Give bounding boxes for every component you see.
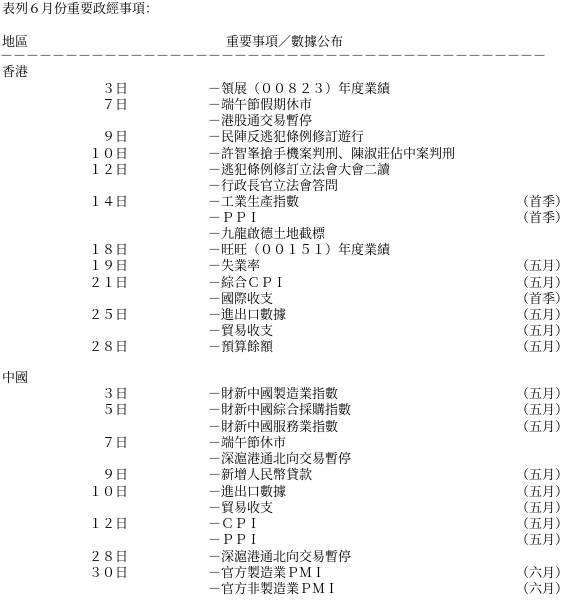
- event-description: －進出口數據: [208, 307, 287, 323]
- event-period: （五月）: [515, 500, 568, 516]
- event-description: －端午節假期休市: [208, 98, 313, 114]
- event-period: （五月）: [515, 387, 568, 402]
- header-divider: －－－－－－－－－－－－－－－－－－－－－－－－－－－－－－－－－－－－－－－－－－: [0, 51, 547, 63]
- event-day: ３日: [101, 387, 128, 402]
- event-day: １２日: [88, 517, 128, 532]
- event-day: １２日: [88, 162, 128, 178]
- event-day: ３０日: [88, 565, 128, 581]
- region-china: 中國: [2, 371, 29, 386]
- event-day: ９日: [101, 468, 128, 484]
- event-day: ２８日: [88, 549, 128, 565]
- event-day: [80, 179, 128, 195]
- event-description: －深滬港通北向交易暫停: [208, 549, 352, 565]
- event-day: [80, 501, 128, 517]
- event-description: －端午節休市: [208, 435, 287, 451]
- event-description: －工業生產指數: [208, 194, 300, 210]
- event-description: －深滬港通北向交易暫停: [208, 452, 352, 467]
- event-description: －財新中國製造業指數: [208, 387, 339, 402]
- event-period: （首季）: [515, 194, 568, 210]
- event-description: －領展（００８２３）年度業績: [208, 82, 391, 97]
- event-period: （六月）: [515, 582, 568, 597]
- event-description: －財新中國服務業指數: [208, 419, 339, 435]
- event-day: [80, 533, 128, 549]
- event-day: ９日: [101, 130, 128, 146]
- event-day: ２１日: [88, 275, 128, 291]
- event-description: －財新中國綜合採購指數: [208, 403, 352, 419]
- event-description: －ＰＰＩ: [208, 533, 261, 549]
- event-description: －民陣反逃犯條例修訂遊行: [208, 130, 365, 146]
- event-description: －逃犯條例修訂立法會大會二讀: [208, 162, 391, 178]
- event-day: [80, 227, 128, 243]
- event-day: １０日: [88, 484, 128, 500]
- event-description: －失業率: [208, 259, 261, 275]
- document-caption: 表列６月份重要政經事項：: [2, 2, 159, 17]
- event-day: ３日: [101, 82, 128, 97]
- event-period: （五月）: [515, 484, 568, 500]
- event-description: －九龍啟德土地截標: [208, 227, 326, 243]
- event-day: [80, 114, 128, 130]
- event-description: －港股通交易暫停: [208, 114, 313, 130]
- event-description: －ＰＰＩ: [208, 211, 261, 226]
- event-day: １４日: [88, 194, 128, 210]
- event-description: －國際收支: [208, 291, 274, 307]
- event-period: （六月）: [515, 565, 568, 581]
- header-events: 重要事項／數據公布: [226, 35, 344, 50]
- event-day: １０日: [88, 146, 128, 162]
- event-day: [80, 420, 128, 436]
- event-day: １８日: [88, 243, 128, 259]
- header-region: 地區: [2, 35, 29, 50]
- event-period: （五月）: [515, 419, 568, 435]
- event-day: ５日: [101, 403, 128, 419]
- event-day: [80, 211, 128, 227]
- event-day: [80, 324, 128, 340]
- event-period: （五月）: [515, 307, 568, 323]
- event-day: ２５日: [88, 307, 128, 323]
- event-day: [80, 292, 128, 308]
- event-description: －許智峯搶手機案判刑、陳淑莊佔中案判刑: [208, 146, 456, 162]
- event-day: [80, 452, 128, 468]
- event-period: （五月）: [515, 259, 568, 275]
- event-description: －貿易收支: [208, 323, 274, 339]
- event-description: －綜合ＣＰＩ: [208, 275, 287, 291]
- event-day: [80, 582, 128, 598]
- event-description: －行政長官立法會答問: [208, 178, 339, 194]
- event-period: （五月）: [515, 275, 568, 291]
- event-description: －官方製造業ＰＭＩ: [208, 565, 326, 581]
- event-day: ７日: [101, 435, 128, 451]
- event-description: －進出口數據: [208, 484, 287, 500]
- event-description: －貿易收支: [208, 500, 274, 516]
- event-period: （五月）: [515, 533, 568, 549]
- event-period: （五月）: [515, 323, 568, 339]
- event-description: －預算餘額: [208, 340, 274, 355]
- event-description: －官方非製造業ＰＭＩ: [208, 582, 339, 597]
- event-period: （五月）: [515, 403, 568, 419]
- event-period: （五月）: [515, 340, 568, 355]
- event-day: ７日: [101, 98, 128, 114]
- event-description: －ＣＰＩ: [208, 517, 261, 532]
- event-period: （五月）: [515, 468, 568, 484]
- event-day: ２８日: [88, 340, 128, 355]
- event-day: １９日: [88, 259, 128, 275]
- event-period: （五月）: [515, 517, 568, 532]
- event-description: －新增人民幣貸款: [208, 468, 313, 484]
- region-hong-kong: 香港: [2, 65, 29, 80]
- event-period: （首季）: [515, 211, 568, 226]
- event-period: （首季）: [515, 291, 568, 307]
- event-description: －旺旺（００１５１）年度業績: [208, 243, 391, 259]
